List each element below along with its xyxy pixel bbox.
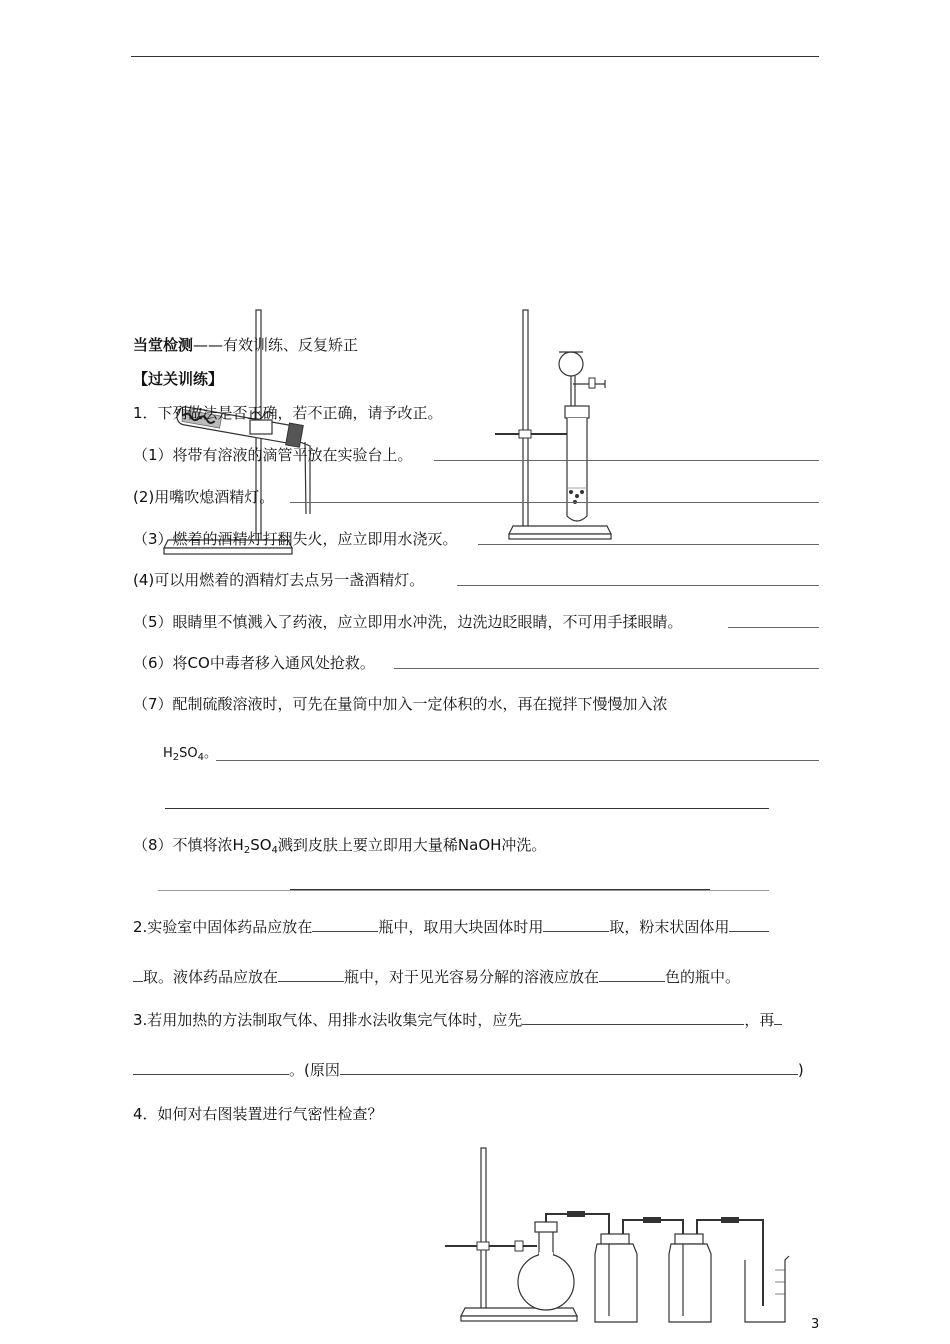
- q2-blank-4[interactable]: [278, 967, 344, 982]
- q3-blank-2[interactable]: [774, 1010, 782, 1025]
- answer-line-4[interactable]: [457, 585, 819, 586]
- q2-blank-3-cont[interactable]: [133, 967, 143, 982]
- answer-line-6[interactable]: [394, 668, 819, 669]
- section-heading-bold: 当堂检测: [133, 336, 194, 354]
- q3-text-4: ): [797, 1061, 804, 1079]
- q2-text-5: 瓶中，对于见光容易分解的溶液应放在: [344, 968, 600, 986]
- q1-item-8: [133, 835, 546, 861]
- h2so4-sub-4: 4: [197, 752, 205, 763]
- q2-text-3: 取，粉末状固体用: [609, 918, 730, 936]
- q1-item-1: （1）将带有溶液的滴管平放在实验台上。: [133, 446, 413, 464]
- q2-line-1: [133, 917, 769, 937]
- q1-item-7-continuation: [163, 744, 217, 768]
- h2so4-period: 。: [204, 746, 218, 761]
- q1-item-6: （6）将CO中毒者移入通风处抢救。: [133, 654, 375, 672]
- q1-item-8-text-b: SO: [250, 836, 272, 854]
- q1-item-7: （7）配制硫酸溶液时，可先在量筒中加入一定体积的水，再在搅拌下慢慢加入浓: [133, 695, 668, 713]
- q1-item-8-text-c: 溅到皮肤上要立即用大量稀NaOH冲洗。: [277, 836, 547, 854]
- q2-blank-3[interactable]: [729, 917, 769, 932]
- q1-item-4: (4)可以用燃着的酒精灯去点另一盏酒精灯。: [133, 571, 425, 589]
- separatory-funnel-apparatus-figure: [495, 308, 625, 538]
- header-rule: [131, 56, 819, 57]
- answer-line-8[interactable]: [158, 890, 769, 891]
- section-heading-rest: ——有效训练、反复矫正: [193, 336, 359, 354]
- q2-blank-2[interactable]: [543, 917, 609, 932]
- subheading: 【过关训练】: [133, 370, 224, 388]
- answer-line-5[interactable]: [728, 627, 819, 628]
- q2-blank-1[interactable]: [312, 917, 378, 932]
- q2-text-6: 色的瓶中。: [665, 968, 741, 986]
- h2so4-so: SO: [179, 746, 198, 761]
- q1-item-8-sub-4: 4: [271, 845, 278, 856]
- answer-line-7a[interactable]: [216, 760, 819, 761]
- q2-text-1: 2.实验室中固体药品应放在: [133, 918, 313, 936]
- answer-line-8-dark: [290, 889, 710, 890]
- q3-line-1: [133, 1010, 782, 1030]
- q3-blank-3[interactable]: [340, 1060, 798, 1075]
- section-heading: [133, 335, 358, 355]
- answer-line-2[interactable]: [290, 502, 819, 503]
- q3-blank-2-cont[interactable]: [133, 1060, 289, 1075]
- q2-line-2: [133, 967, 740, 987]
- h2so4-h: H: [163, 746, 173, 761]
- q1-item-5: （5）眼睛里不慎溅入了药液，应立即用水冲洗，边洗边眨眼睛，不可用手揉眼睛。: [133, 613, 683, 631]
- answer-line-3[interactable]: [478, 544, 819, 545]
- q3-text-1: 3.若用加热的方法制取气体、用排水法收集完气体时，应先: [133, 1011, 523, 1029]
- answer-line-7b[interactable]: [165, 808, 769, 809]
- q1-item-8-text-a: （8）不慎将浓H: [133, 836, 244, 854]
- answer-line-1[interactable]: [434, 460, 819, 461]
- q2-text-4: 取。液体药品应放在: [143, 968, 279, 986]
- gas-washing-apparatus-figure: [445, 1146, 800, 1326]
- q1-item-3: （3）燃着的酒精灯打翻失火，应立即用水浇灭。: [133, 530, 458, 548]
- q3-text-3: 。(原因: [289, 1061, 340, 1079]
- q2-text-2: 瓶中，取用大块固体时用: [378, 918, 544, 936]
- q1-item-8-sub-2: 2: [243, 845, 251, 856]
- q1-prompt: 1．下列做法是否正确，若不正确，请予改正。: [133, 404, 443, 422]
- q2-blank-5[interactable]: [599, 967, 665, 982]
- q3-text-2: ，再: [744, 1011, 775, 1029]
- page-number: 3: [811, 1317, 820, 1332]
- q4-prompt: 4．如何对右图装置进行气密性检查？: [133, 1105, 383, 1123]
- q3-line-2: [133, 1060, 804, 1080]
- q1-item-2: (2)用嘴吹熄酒精灯。: [133, 488, 275, 506]
- h2so4-sub-2: 2: [172, 752, 180, 763]
- q3-blank-1[interactable]: [522, 1010, 744, 1025]
